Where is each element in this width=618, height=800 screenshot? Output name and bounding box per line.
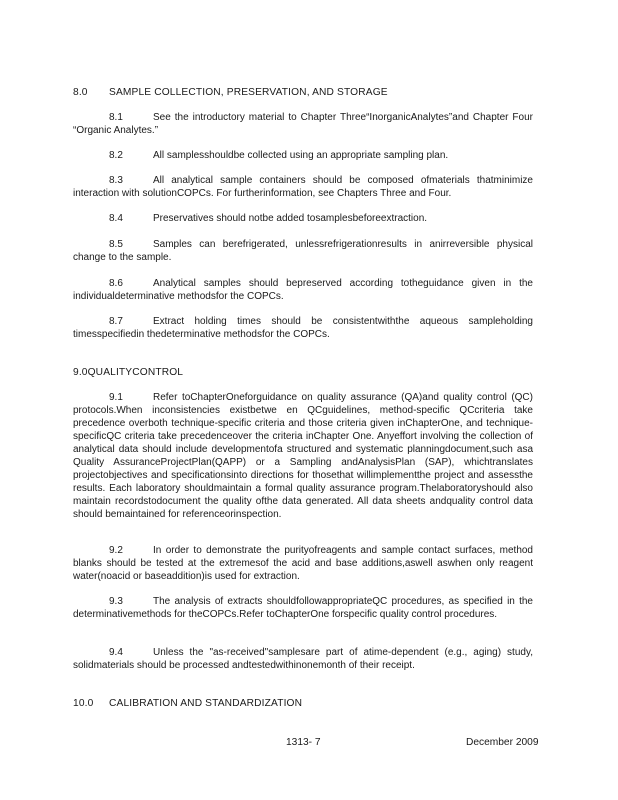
paragraph-text: All analytical sample containers should be composed ofmaterials thatminimize interaction with solutionCOPCs. For furtherinformation, see Chapters Three and Four. — [73, 175, 533, 199]
paragraph-number: 9.1 — [109, 392, 123, 403]
section-heading-9 — [73, 366, 183, 379]
paragraph-number: 9.3 — [109, 596, 123, 607]
section-title: 9.0QUALITYCONTROL — [73, 367, 184, 378]
paragraph-8-5 — [73, 238, 533, 264]
section-number: 10.0 — [73, 698, 94, 709]
paragraph-8-1 — [73, 111, 533, 137]
section-title: SAMPLE COLLECTION, PRESERVATION, AND STORAGE — [109, 87, 388, 98]
paragraph-8-3 — [73, 174, 533, 200]
paragraph-8-6 — [73, 277, 533, 303]
section-heading-10 — [73, 697, 302, 710]
section-heading-8 — [73, 86, 388, 99]
paragraph-9-3 — [73, 595, 533, 621]
paragraph-text: Preservatives should notbe added tosamplesbeforeextraction. — [153, 213, 428, 224]
paragraph-text: Unless the "as-received"samplesare part of atime-dependent (e.g., aging) study, solidmaterials should be processed andtestedwithinonemonth of their receipt. — [73, 647, 533, 671]
paragraph-8-7 — [73, 315, 533, 341]
paragraph-9-4 — [73, 646, 533, 672]
paragraph-text: Samples can berefrigerated, unlessrefrigerationresults in anirreversible physical change to the sample. — [73, 239, 533, 263]
paragraph-number: 9.2 — [109, 545, 123, 556]
paragraph-9-2 — [73, 544, 533, 583]
paragraph-number: 8.7 — [109, 316, 123, 327]
paragraph-8-2 — [73, 149, 533, 162]
paragraph-number: 8.4 — [109, 213, 123, 224]
footer-page-number: 1313- 7 — [286, 737, 321, 748]
footer-date: December 2009 — [466, 737, 539, 748]
paragraph-text: All samplesshouldbe collected using an appropriate sampling plan. — [153, 150, 449, 161]
section-number: 8.0 — [73, 87, 88, 98]
paragraph-text: The analysis of extracts shouldfollowappropriateQC procedures, as specified in the determinativemethods for theCOPCs.Refer toChapterOne forspecific quality control procedures. — [73, 596, 533, 620]
paragraph-number: 9.4 — [109, 647, 123, 658]
paragraph-number: 8.1 — [109, 112, 123, 123]
paragraph-8-4 — [73, 212, 533, 225]
paragraph-number: 8.5 — [109, 239, 123, 250]
paragraph-text: In order to demonstrate the purityofreagents and sample contact surfaces, method blanks should be tested at the extremesof the acid and base additions,aswell aswhen only reagent water(noacid or baseaddition)is used for extraction. — [73, 545, 533, 582]
paragraph-9-1 — [73, 391, 533, 521]
paragraph-text: Extract holding times should be consistentwiththe aqueous sampleholding timesspecifiedin thedeterminative methodsfor the COPCs. — [73, 316, 533, 340]
paragraph-text: Analytical samples should bepreserved according totheguidance given in the individualdeterminative methodsfor the COPCs. — [73, 278, 533, 302]
section-title: CALIBRATION AND STANDARDIZATION — [109, 698, 303, 709]
paragraph-number: 8.2 — [109, 150, 123, 161]
paragraph-number: 8.3 — [109, 175, 123, 186]
paragraph-text: Refer toChapterOneforguidance on quality assurance (QA)and quality control (QC) protocols.When inconsistencies existbetwe en QCguidelines, method-specific QCcriteria take precedence overboth technique-specific criteria and those criteria given inChapterOne, and technique-specificQC criteria take precedenceover the criteria inChapter One. Anyeffort involving the collection of analytical data should include developmentofa structured and systematic planningdocument,such asa Quality AssuranceProjectPlan(QAPP) or a Sampling andAnalysisPlan (SAP), whichtranslates projectobjectives and specificationsinto directions for thosethat willimplementthe project and assessthe results. Each laboratory shouldmaintain a formal quality assurance program.Thelaboratoryshould also maintain recordstodocument the quality ofthe data generated. All data sheets andquality control data should bemaintained for referenceorinspection. — [73, 392, 533, 520]
paragraph-number: 8.6 — [109, 278, 123, 289]
paragraph-text: See the introductory material to Chapter Three“InorganicAnalytes”and Chapter Four “Organic Analytes.” — [73, 112, 533, 136]
